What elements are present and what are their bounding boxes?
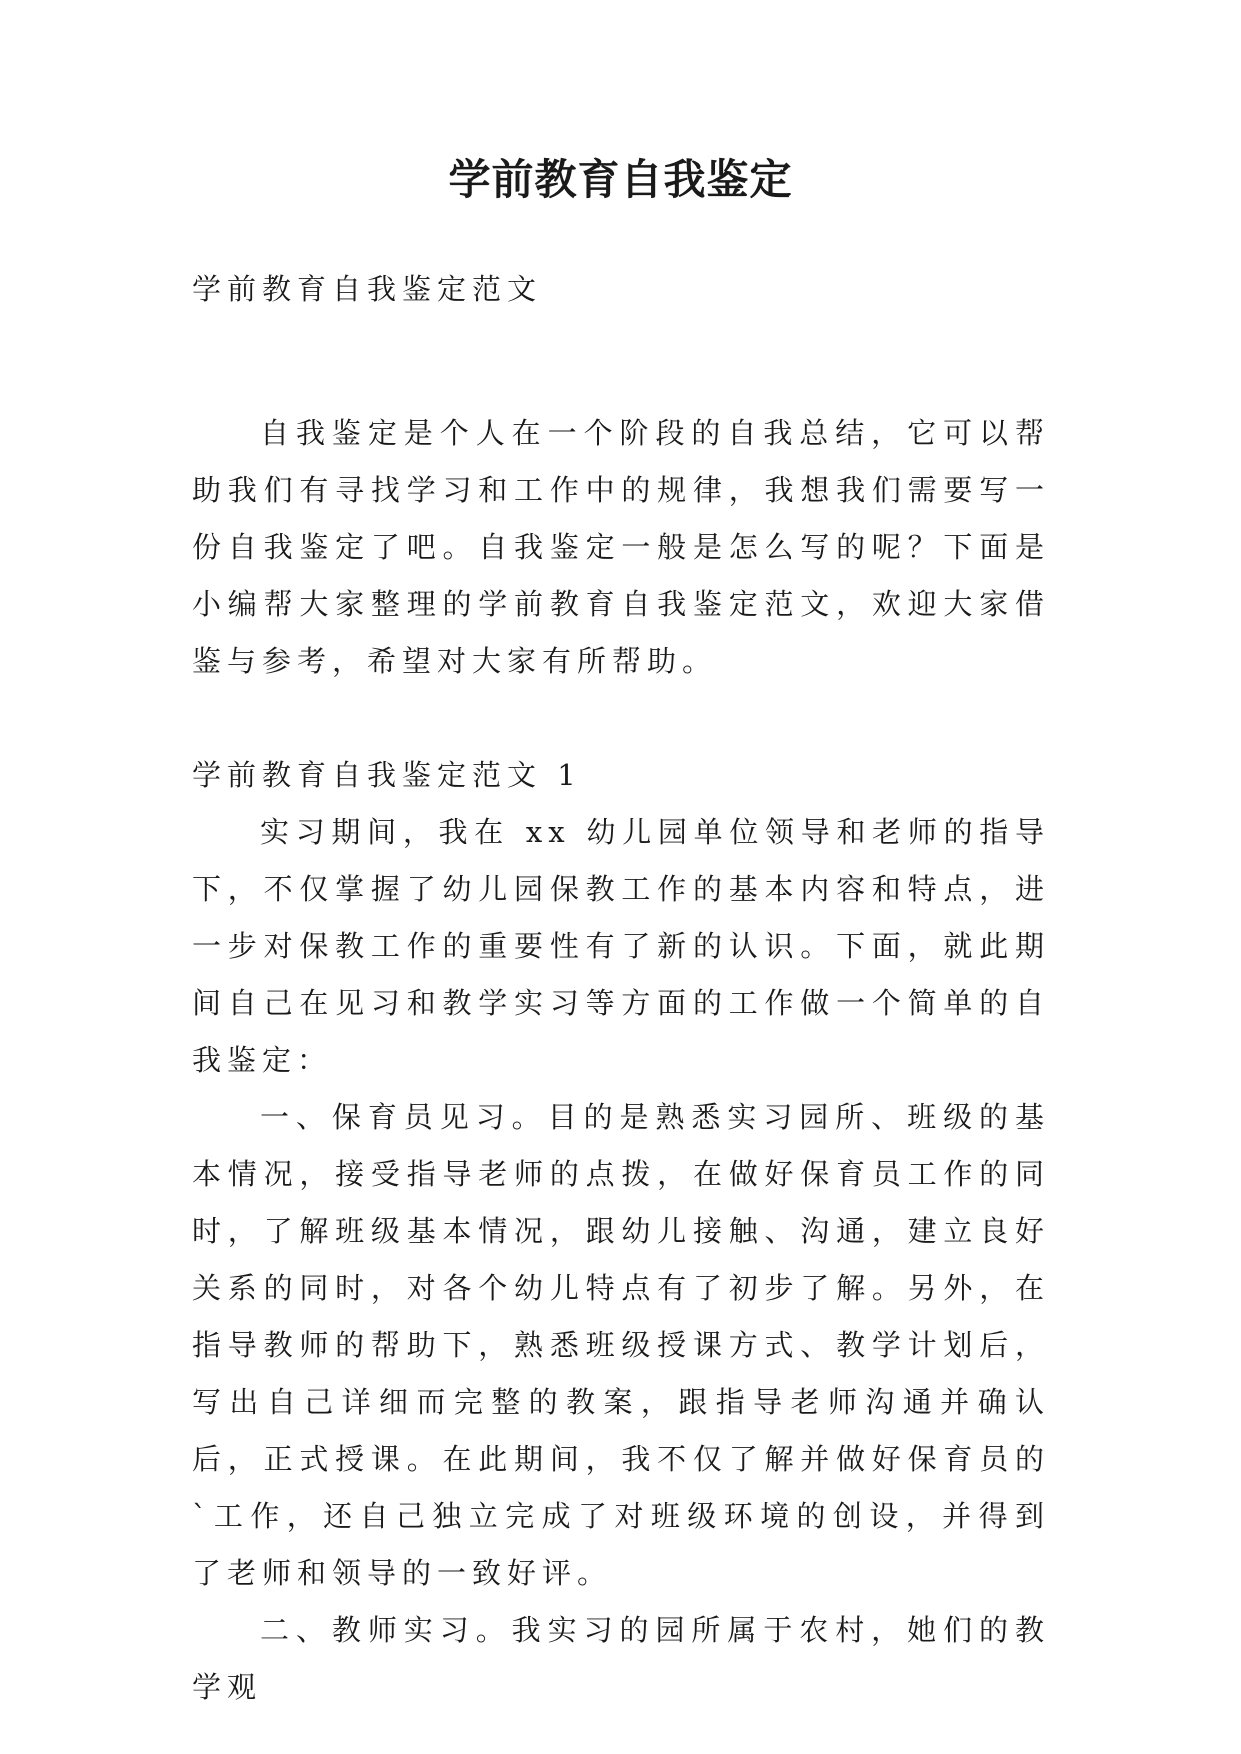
- document-title: 学前教育自我鉴定: [448, 155, 793, 204]
- paragraph: 一、保育员见习。目的是熟悉实习园所、班级的基本情况，接受指导老师的点拨，在做好保育员工作的同时，了解班级基本情况，跟幼儿接触、沟通，建立良好关系的同时，对各个幼儿特点有了初步了解。另外，在指导教师的帮助下，熟悉班级授课方式、教学计划后，写出自己详细而完整的教案，跟指导老师沟通并确认后，正式授课。在此期间，我不仅了解并做好保育员的`工作，还自己独立完成了对班级环境的创设，并得到了老师和领导的一致好评。: [192, 1100, 1050, 1590]
- document-subtitle: 学前教育自我鉴定范文: [192, 272, 543, 306]
- intro-paragraph: 自我鉴定是个人在一个阶段的自我总结，它可以帮助我们有寻找学习和工作中的规律，我想我们需要写一份自我鉴定了吧。自我鉴定一般是怎么写的呢？下面是小编帮大家整理的学前教育自我鉴定范文，欢迎大家借鉴与参考，希望对大家有所帮助。: [192, 416, 1050, 678]
- paragraph: 实习期间，我在 xx 幼儿园单位领导和老师的指导下，不仅掌握了幼儿园保教工作的基本内容和特点，进一步对保教工作的重要性有了新的认识。下面，就此期间自己在见习和教学实习等方面的工作做一个简单的自我鉴定：: [192, 815, 1050, 1077]
- paragraph: 二、教师实习。我实习的园所属于农村，她们的教学观: [192, 1613, 1050, 1704]
- section-heading: 学前教育自我鉴定范文 1: [192, 758, 582, 792]
- section-body: [192, 804, 1050, 1716]
